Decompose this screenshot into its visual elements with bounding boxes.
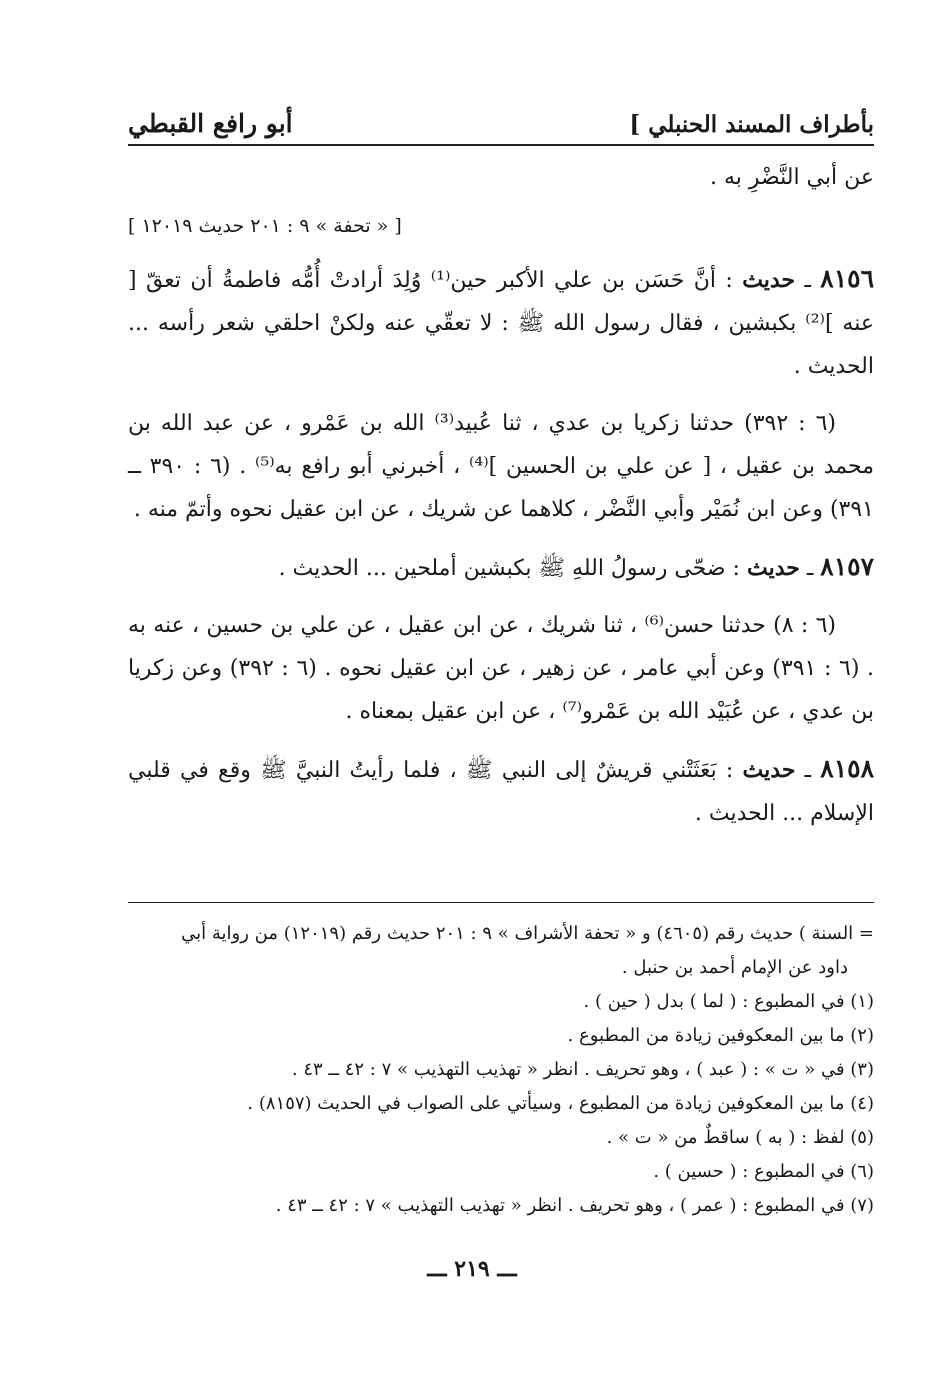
- hadith-number: ٨١٥٦: [820, 264, 874, 293]
- isnad-paragraph-8156: (٦ : ٣٩٢) حدثنا زكريا بن عدي ، ثنا عُبيد⁽³⁾ الله بن عَمْرو ، عن عبد الله بن محمد بن عقيل ، [ عن علي بن الحسين ]⁽⁴⁾ ، أخبرني أبو رافع به⁽⁵⁾ . (٦ : ٣٩٠ ــ ٣٩١) وعن ابن نُمَيْر وأبي النَّضْر ، كلاهما عن شريك ، عن ابن عقيل نحوه وأتمّ منه .: [128, 411, 874, 522]
- running-head: [128, 100, 874, 146]
- footnote-7: (٧) في المطبوع : ( عمر ) ، وهو تحريف . انظر « تهذيب التهذيب » ٧ : ٤٢ ــ ٤٣ .: [275, 1195, 874, 1216]
- hadith-dash: ـ: [799, 556, 821, 581]
- continuation-text: عن أبي النَّضْرِ به .: [709, 165, 874, 190]
- hadith-dash: ـ: [795, 268, 821, 293]
- footnote-3: (٣) في « ت » : ( عبد ) ، وهو تحريف . انظر « تهذيب التهذيب » ٧ : ٤٢ ــ ٤٣ .: [291, 1059, 874, 1080]
- hadith-entry-8156: [128, 257, 874, 388]
- hadith-entry-8158: [128, 747, 874, 835]
- footnote-continuation: = السنة ) حديث رقم (٤٦٠٥) و « تحفة الأشراف » ٩ : ٢٠١ حديث رقم (١٢٠١٩) من رواية أبي: [181, 923, 874, 944]
- footnotes: [128, 902, 874, 1223]
- running-head-book-title: بأطراف المسند الحنبلي ]: [629, 111, 874, 138]
- footnote-2: (٢) ما بين المعكوفين زيادة من المطبوع .: [567, 1025, 874, 1046]
- hadith-text: : أنَّ حَسَن بن علي الأكبر حين⁽¹⁾ وُلِدَ أرادتْ أُمُّه فاطمةُ أن تعقّ [ عنه ]⁽²⁾ بكبشين ، فقال رسول الله ﷺ : لا تعقّي عنه ولكنْ احلقي شعر رأسه ... الحديث .: [128, 268, 874, 379]
- hadith-text: : بَعَثَتْني قريشٌ إلى النبي ﷺ ، فلما رأيتُ النبيَّ ﷺ وقع في قلبي الإسلام ... الحديث .: [128, 758, 874, 826]
- hadith-label: حديث: [742, 267, 796, 293]
- hadith-label: حديث: [742, 757, 796, 783]
- footnote-6: (٦) في المطبوع : ( حسين ) .: [653, 1161, 874, 1182]
- footnote-continuation-line2: داود عن الإمام أحمد بن حنبل .: [621, 957, 848, 978]
- footnote-5: (٥) لفظ : ( به ) ساقطٌ من « ت » .: [606, 1127, 874, 1148]
- hadith-label: حديث: [746, 555, 800, 581]
- footnote-1: (١) في المطبوع : ( لما ) بدل ( حين ) .: [583, 991, 874, 1012]
- hadith-number: ٨١٥٨: [820, 754, 874, 783]
- footnote-4: (٤) ما بين المعكوفين زيادة من المطبوع ، وسيأتي على الصواب في الحديث (٨١٥٧) .: [247, 1093, 874, 1114]
- hadith-text: : ضحّى رسولُ اللهِ ﷺ بكبشين أملحين ... الحديث .: [278, 556, 747, 581]
- hadith-number: ٨١٥٧: [820, 552, 874, 581]
- hadith-dash: ـ: [795, 758, 821, 783]
- page-number: ـــ ٢١٩ ـــ: [427, 1256, 517, 1282]
- hadith-entry-8157: [128, 545, 874, 590]
- tuhfa-reference: [ « تحفة » ٩ : ٢٠١ حديث ١٢٠١٩ ]: [128, 215, 402, 237]
- running-head-chapter-title: أبو رافع القبطي: [128, 109, 293, 138]
- main-text: [128, 156, 874, 849]
- isnad-paragraph-8157: (٦ : ٨) حدثنا حسن⁽⁶⁾ ، ثنا شريك ، عن ابن عقيل ، عن علي بن حسين ، عنه به . (٦ : ٣٩١) وعن أبي عامر ، عن زهير ، عن ابن عقيل نحوه . (٦ : ٣٩٢) وعن زكريا بن عدي ، عن عُبَيْد الله بن عَمْرو⁽⁷⁾ ، عن ابن عقيل بمعناه .: [128, 613, 874, 724]
